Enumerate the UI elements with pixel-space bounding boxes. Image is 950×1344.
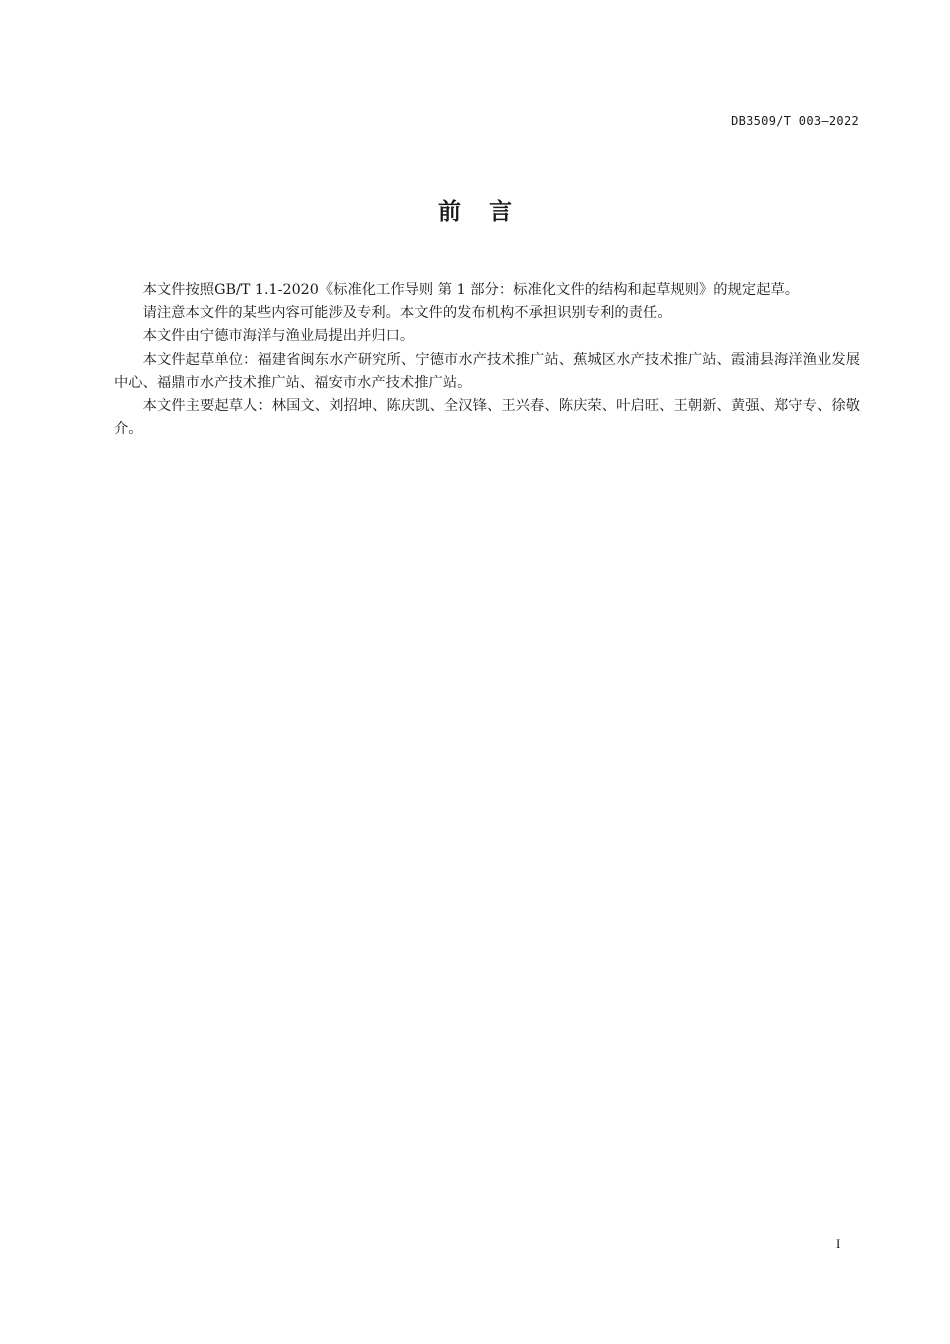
paragraph-patent-notice: 请注意本文件的某些内容可能涉及专利。本文件的发布机构不承担识别专利的责任。 [142,305,672,322]
paragraph-drafters: 本文件主要起草人：林国文、刘招坤、陈庆凯、全汉锋、王兴春、陈庆荣、叶启旺、王朝新、黄强、郑守专、徐敬介。 [114,398,860,438]
page-number: I [836,1236,841,1251]
paragraph-proposer: 本文件由宁德市海洋与渔业局提出并归口。 [142,328,415,345]
paragraph-drafting-rules: 本文件按照GB/T 1.1-2020《标准化工作导则 第 1 部分：标准化文件的结构和起草规则》的规定起草。 [142,282,800,298]
paragraph-drafting-units: 本文件起草单位：福建省闽东水产研究所、宁德市水产技术推广站、蕉城区水产技术推广站、霞浦县海洋渔业发展中心、福鼎市水产技术推广站、福安市水产技术推广站。 [114,351,860,391]
document-code: DB3509/T 003—2022 [731,114,859,128]
foreword-body [114,279,860,441]
page-title: 前言 [438,199,540,225]
